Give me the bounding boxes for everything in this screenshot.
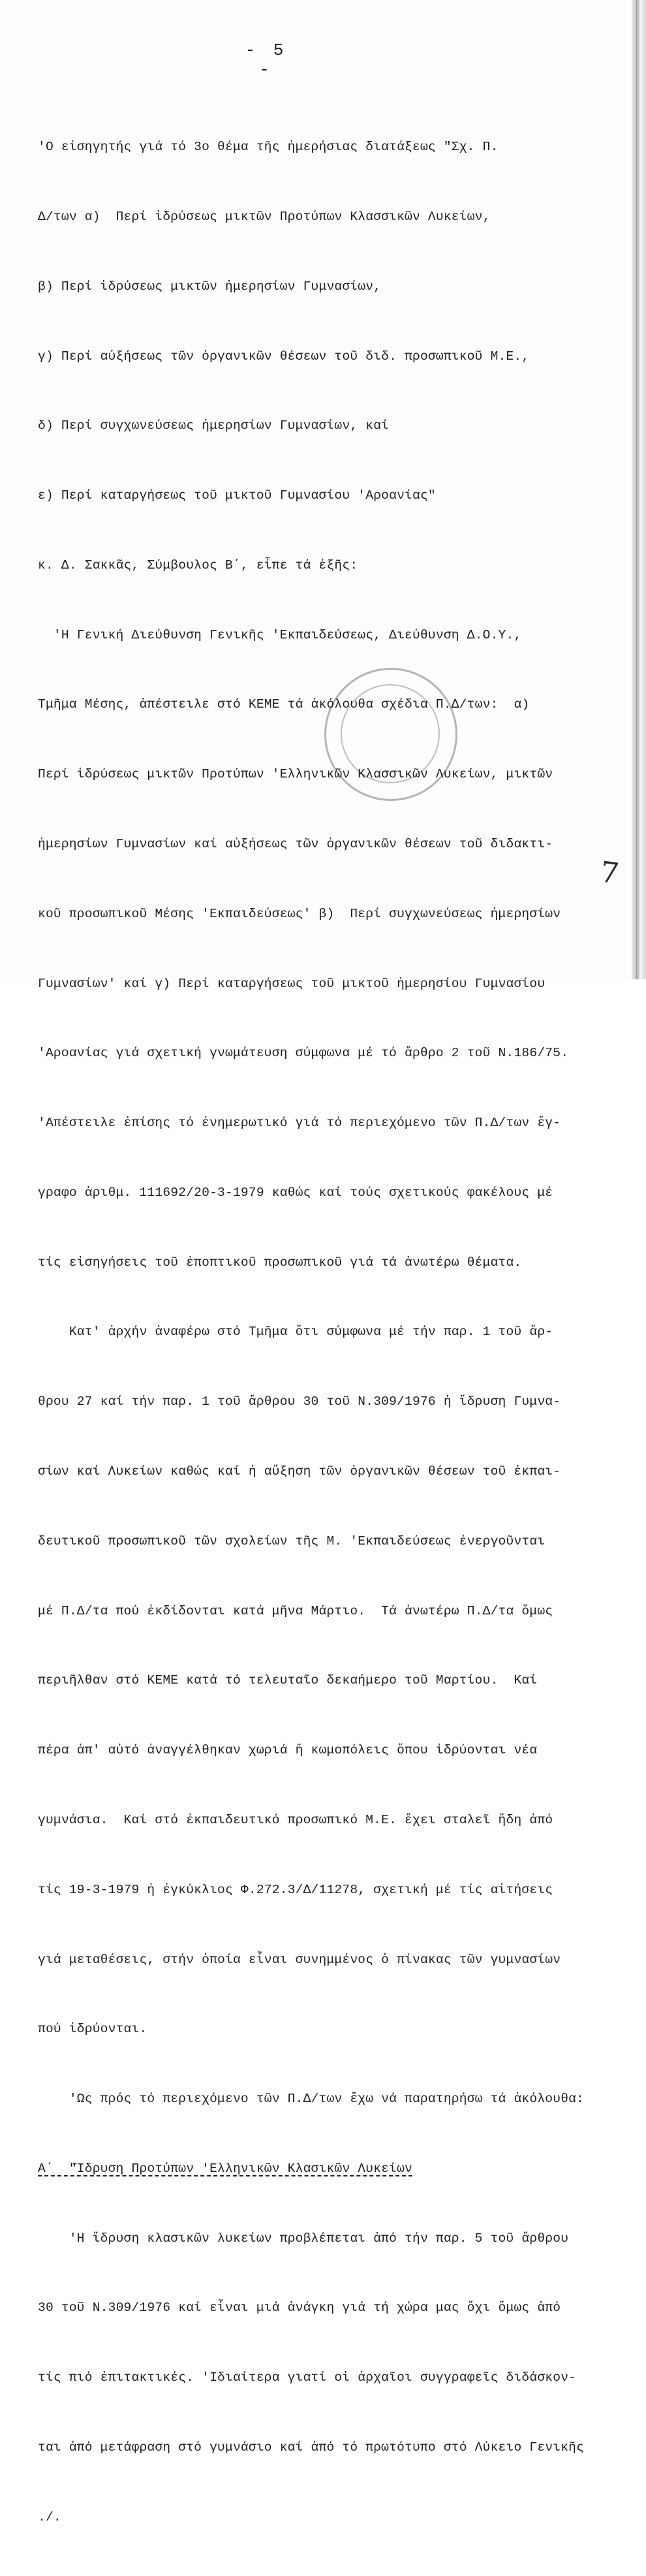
text-line: 'Η ἵδρυση κλασικῶν λυκείων προβλέπεται ἀπό τήν παρ. 5 τοῦ ἄρθρου: [38, 2231, 569, 2246]
text-line: Κατ' ἀρχήν ἀναφέρω στό Τμῆμα ὅτι σύμφωνα μέ τήν παρ. 1 τοῦ ἄρ-: [38, 1325, 553, 1340]
text-line: 30 τοῦ Ν.309/1976 καί εἶναι μιά ἀνάγκη γιά τή χώρα μας ὄχι ὅμως ἀπό: [38, 2301, 561, 2316]
text-line: σίων καί Λυκείων καθώς καί ἡ αὔξηση τῶν ὀργανικῶν θέσεων τοῦ ἐκπαι-: [38, 1464, 561, 1479]
text-line: γιά μεταθέσεις, στήν ὁποία εἶναι συνημμένος ὁ πίνακας τῶν γυμνασίων: [38, 1952, 561, 1967]
text-line: Γυμνασίων' καί γ) Περί καταργήσεως τοῦ μικτοῦ ἡμερησίου Γυμνασίου: [38, 976, 546, 991]
text-line: ./.: [38, 2509, 61, 2524]
text-line: τίς εἰσηγήσεις τοῦ ἐποπτικοῦ προσωπικοῦ γιά τά ἀνωτέρω θέματα.: [38, 1255, 522, 1270]
text-line: μέ Π.Δ/τα πού ἐκδίδονται κατά μῆνα Μάρτιο. Τά ἀνωτέρω Π.Δ/τα ὅμως: [38, 1603, 553, 1618]
text-line: γραφο ἀριθμ. 111692/20-3-1979 καθώς καί τούς σχετικούς φακέλους μέ: [38, 1185, 553, 1200]
page-number: - 5 -: [245, 40, 288, 80]
text-line: Δ/των α) Περί ἱδρύσεως μικτῶν Προτύπων Κλασσικῶν Λυκείων,: [38, 209, 491, 224]
text-line: τίς πιό ἐπιτακτικές. 'Ιδιαίτερα γιατί οἱ ἀρχαῖοι συγγραφεῖς διδάσκον-: [38, 2370, 577, 2385]
text-line: κ. Δ. Σακκᾶς, Σύμβουλος Β΄, εἶπε τά ἑξῆς:: [38, 558, 358, 573]
text-line: β) Περί ἱδρύσεως μικτῶν ἡμερησίων Γυμνασίων,: [38, 279, 382, 294]
text-line: θρου 27 καί τήν παρ. 1 τοῦ ἄρθρου 30 τοῦ Ν.309/1976 ἡ ἵδρυση Γυμνα-: [38, 1394, 561, 1409]
text-line: γυμνάσια. Καί στό ἐκπαιδευτικό προσωπικό Μ.Ε. ἔχει σταλεῖ ἤδη ἀπό: [38, 1812, 553, 1827]
text-line: περιῆλθαν στό ΚΕΜΕ κατά τό τελευταῖο δεκαήμερο τοῦ Μαρτίου. Καί: [38, 1673, 538, 1688]
text-line: Περί ἱδρύσεως μικτῶν Προτύπων 'Ελληνικῶν Κλασσικῶν Λυκείων, μικτῶν: [38, 767, 553, 782]
text-line: 'Απέστειλε ἐπίσης τό ἐνημερωτικό γιά τό περιεχόμενο τῶν Π.Δ/των ἔγ-: [38, 1116, 561, 1131]
text-line: ται ἀπό μετάφραση στό γυμνάσιο καί ἀπό τό πρωτότυπο στό Λύκειο Γενικῆς: [38, 2440, 585, 2455]
text-line: δευτικοῦ προσωπικοῦ τῶν σχολείων τῆς Μ. 'Εκπαιδεύσεως ἐνεργοῦνται: [38, 1533, 546, 1548]
text-line: ε) Περί καταργήσεως τοῦ μικτοῦ Γυμνασίου 'Αροανίας": [38, 488, 436, 503]
text-line: 'Η Γενική Διεύθυνση Γενικῆς 'Εκπαιδεύσεως, Διεύθυνση Δ.Ο.Υ.,: [38, 627, 522, 642]
text-line: γ) Περί αὐξήσεως τῶν ὀργανικῶν θέσεων τοῦ διδ. προσωπικοῦ Μ.Ε.,: [38, 349, 530, 364]
text-line: πού ἱδρύονται.: [38, 2022, 147, 2037]
handwritten-margin-mark: 7: [598, 855, 621, 891]
text-line: τίς 19-3-1979 ἡ ἐγκύκλιος Φ.272.3/Δ/11278, σχετική μέ τίς αἰτήσεις: [38, 1882, 553, 1897]
page-edge-shadow: [632, 0, 646, 979]
text-line: δ) Περί συγχωνεύσεως ἡμερησίων Γυμνασίων, καί: [38, 418, 390, 433]
page-edge-line: [636, 0, 637, 979]
text-line: 'Ο εἰσηγητής γιά τό 3ο θέμα τῆς ἡμερήσιας διατάξεως "Σχ. Π.: [38, 140, 499, 155]
text-line: κοῦ προσωπικοῦ Μέσης 'Εκπαιδεύσεως' β) Περί συγχωνεύσεως ἡμερησίων: [38, 906, 561, 921]
text-line: 'Αροανίας γιά σχετική γνωμάτευση σύμφωνα μέ τό ἄρθρο 2 τοῦ Ν.186/75.: [38, 1046, 569, 1061]
section-heading: Α΄ "Ἵδρυση Προτύπων 'Ελληνικῶν Κλασικῶν Λυκείων: [38, 2161, 412, 2176]
text-line: 'Ως πρός τό περιεχόμενο τῶν Π.Δ/των ἔχω νά παρατηρήσω τά ἀκόλουθα:: [38, 2092, 585, 2107]
text-line: ἡμερησίων Γυμνασίων καί αὐξήσεως τῶν ὀργανικῶν θέσεων τοῦ διδακτι-: [38, 837, 553, 851]
text-line: Τμῆμα Μέσης, ἀπέστειλε στό ΚΕΜΕ τά ἀκόλουθα σχέδια Π.Δ/των: α): [38, 697, 530, 712]
text-line: πέρα ἀπ' αὐτό ἀναγγέλθηκαν χωριά ἤ κωμοπόλεις ὅπου ἱδρύονται νέα: [38, 1743, 538, 1758]
body-text: [38, 89, 619, 2576]
